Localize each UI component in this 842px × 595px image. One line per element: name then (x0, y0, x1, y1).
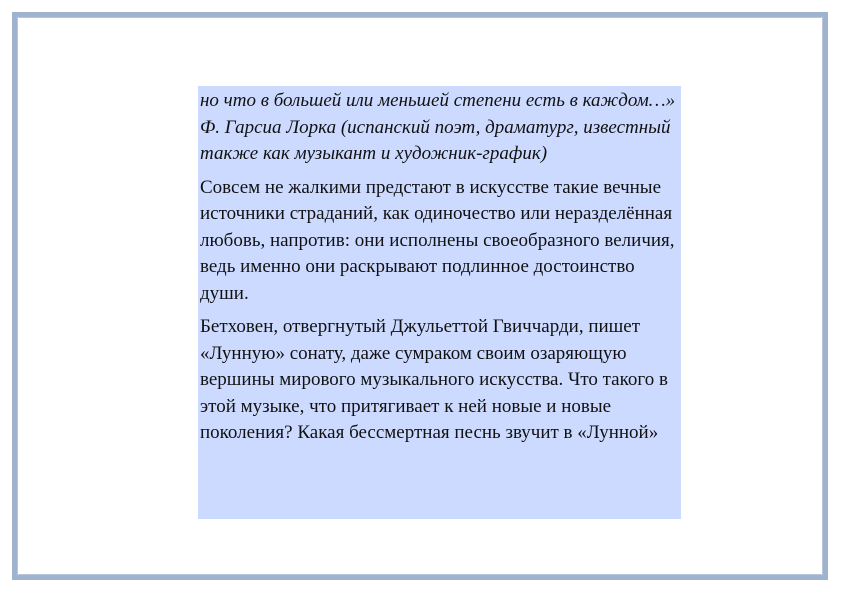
text-block (198, 86, 681, 519)
quote-text: но что в большей или меньшей степени есть в каждом…» (200, 90, 676, 111)
quote-author: Ф. Гарсиа Лорка (испанский поэт, драматург, известный также как музыкант и художник-график) (200, 116, 671, 164)
paragraph-loneliness: Совсем не жалкими предстают в искусстве такие вечные источники страданий, как одиночество или неразделённая любовь, напротив: они исполнены своеобразного величия, ведь именно они раскрывают подлинное достоинство души. (200, 176, 675, 304)
paragraph-beethoven: Бетховен, отвергнутый Джульеттой Гвиччарди, пишет «Лунную» сонату, даже сумраком своим озаряющую вершины мирового музыкального искусства. Что такого в этой музыке, что притягивает к ней новые и новые поколения? Какая бессмертная песнь звучит в «Лунной» (200, 316, 668, 443)
